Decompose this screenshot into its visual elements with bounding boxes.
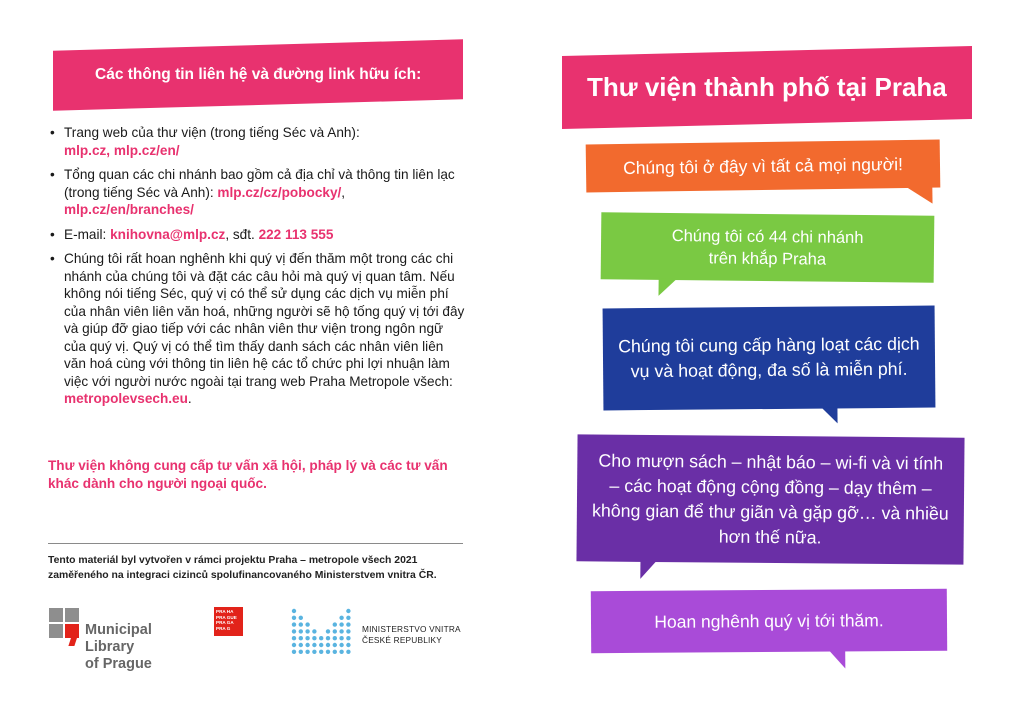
library-title-banner xyxy=(562,46,972,129)
list-item-branches: • Tổng quan các chi nhánh bao gồm cả địa chỉ và thông tin liên lạc (trong tiếng Séc và Anh): mlp.cz/cz/pobocky/, mlp.cz/en/branches/ xyxy=(48,166,468,219)
disclaimer-notice: Thư viện không cung cấp tư vấn xã hội, pháp lý và các tư vấn khác dành cho người ngoại quốc. xyxy=(48,458,448,491)
praha-logo xyxy=(214,607,243,636)
ministry-line: MINISTERSTVO VNITRA xyxy=(362,624,461,634)
library-logo-text xyxy=(85,622,152,673)
bubble-tail xyxy=(640,561,656,579)
website-label: Trang web của thư viện (trong tiếng Séc và Anh): xyxy=(64,125,360,140)
bubble-tail xyxy=(658,279,676,296)
bubble-text: Hoan nghênh quý vị tới thăm. xyxy=(654,609,884,632)
contacts-banner-title: Các thông tin liên hệ và đường link hữu ích: xyxy=(94,66,422,84)
branches-label: Tổng quan các chi nhánh bao gồm cả địa chỉ và thông tin liên lạc (trong tiếng Séc và Anh): xyxy=(64,167,455,200)
municipal-library-logo xyxy=(49,608,179,678)
bubble-tail xyxy=(906,187,932,204)
bubble-text: Chúng tôi cung cấp hàng loạt các dịch vụ và hoạt động, đa số là miễn phí. xyxy=(618,333,920,382)
logo-line: of Prague xyxy=(85,656,152,672)
branches-link-en[interactable]: mlp.cz/en/branches/ xyxy=(64,202,194,217)
list-item-visit xyxy=(48,250,468,408)
metropole-link[interactable]: metropolevsech.eu xyxy=(64,391,188,406)
bubble-tail xyxy=(821,407,837,423)
bubble-text: Chúng tôi ở đây vì tất cả mọi người! xyxy=(622,153,904,178)
divider xyxy=(48,543,463,544)
logo-line: Library xyxy=(85,639,135,655)
logo-line: Municipal xyxy=(85,622,152,638)
bubble-tail xyxy=(829,650,845,668)
email-link[interactable]: knihovna@mlp.cz xyxy=(110,226,226,242)
page-title: Thư viện thành phố tại Praha xyxy=(587,72,947,102)
ministry-dots-icon xyxy=(290,607,352,657)
phone-number[interactable]: 222 113 555 xyxy=(258,226,334,242)
contact-info xyxy=(48,124,468,415)
library-mark-icon xyxy=(49,608,79,644)
ministry-line: ČESKÉ REPUBLIKY xyxy=(362,634,443,645)
contact-list xyxy=(48,124,468,408)
speech-bubble-activities xyxy=(576,434,964,564)
speech-bubble-services xyxy=(603,306,936,411)
website-links[interactable]: mlp.cz, mlp.cz/en/ xyxy=(64,142,180,158)
visit-text: Chúng tôi rất hoan nghênh khi quý vị đến thăm một trong các chi nhánh của chúng tôi và đặt các câu hỏi mà quý vị quan tâm. Nếu không nói tiếng Séc, quý vị có thể sử dụng các dịch vụ miễn phí của nhân viên liên văn hoá, những người sẽ hộ tống quý vị tới đây và giúp đỡ giao tiếp với các nhân viên thư viện trong ngôn ngữ của quý vị. Quý vị có thể tìm thấy danh sách các nhân viên liên văn hoá cùng với thông tin liên hệ các tổ chức phi lợi nhuận làm việc với người nước ngoài tại trang web Praha Metropole všech: xyxy=(64,251,465,389)
speech-bubble-branches xyxy=(601,212,935,282)
praha-logo-line: PRA HA xyxy=(216,609,234,614)
praha-logo-line: PRA GUE xyxy=(216,614,237,620)
email-prefix: E-mail: xyxy=(64,226,111,242)
list-item-email xyxy=(48,226,468,244)
speech-bubble-everyone xyxy=(586,140,941,193)
ministry-logo-text xyxy=(362,624,461,645)
bubble-text: Cho mượn sách – nhật báo – wi-fi và vi tính – các hoạt động cộng đồng – dạy thêm – không gian để thư giãn và gặp gỡ… và nhiều hơn thế nữa. xyxy=(591,449,949,547)
bubble-text: Chúng tôi có 44 chi nhánh trên khắp Praha xyxy=(671,226,864,269)
praha-logo-line: PRA G xyxy=(216,626,231,632)
visit-suffix: . xyxy=(187,391,192,406)
list-item-website xyxy=(48,124,468,159)
speech-bubble-welcome xyxy=(591,589,947,653)
project-footnote: Tento materiál byl vytvořen v rámci projektu Praha – metropole všech 2021 zaměřeného na integraci cizinců spolufinancovaného Ministerstvem vnitra ČR. xyxy=(48,555,437,581)
branches-link-cz[interactable]: mlp.cz/cz/pobocky/ xyxy=(217,184,342,200)
contacts-banner xyxy=(53,39,463,110)
phone-prefix: , sđt. xyxy=(225,226,259,242)
praha-logo-line: PRA GA xyxy=(216,620,234,626)
ministry-logo xyxy=(290,607,470,659)
